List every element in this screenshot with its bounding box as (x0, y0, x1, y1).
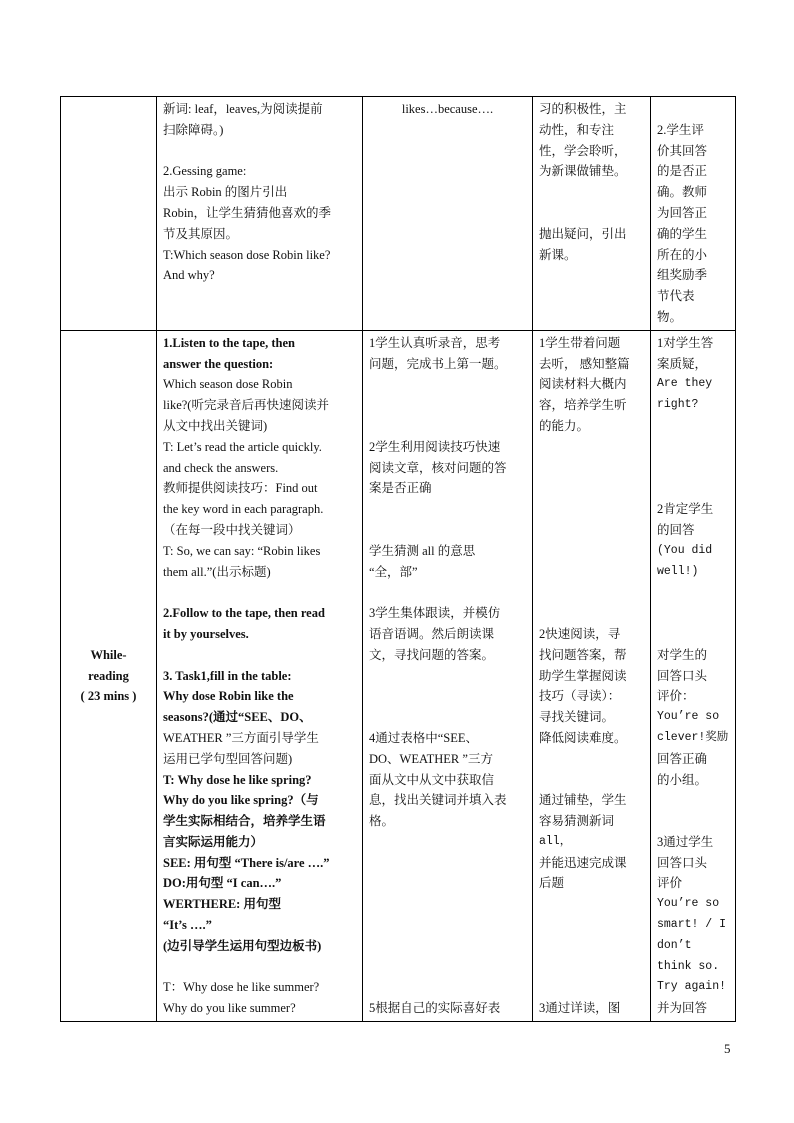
evaluation-line: 回答口头 (657, 668, 708, 683)
content-line: DO:用句型 “I can….” (163, 876, 282, 891)
evaluation-line: 的回答 (657, 522, 695, 537)
evaluation-line (657, 624, 729, 645)
content-line: Why do you like summer? (163, 1001, 296, 1016)
content-line (163, 645, 356, 666)
purpose-line (539, 437, 644, 458)
content-line: like?(听完录音后再快速阅读并 (163, 398, 329, 413)
evaluation-line (657, 478, 729, 499)
purpose-line: 的能力。 (539, 418, 590, 433)
evaluation-line: 节代表 (657, 289, 695, 304)
content-line: T:Which season dose Robin like? (163, 247, 331, 262)
student-line: 息，找出关键词并填入表 (369, 793, 507, 808)
purpose-line: 容易猜测新词 (539, 814, 615, 829)
content-line (163, 957, 356, 978)
purpose-line (539, 499, 644, 520)
evaluation-line (657, 437, 729, 458)
purpose-line (539, 957, 644, 978)
content-line: T: Why dose he like spring? (163, 772, 312, 787)
student-line (369, 957, 526, 978)
evaluation-line (657, 582, 729, 603)
stage-cell (61, 330, 157, 1021)
content-line: seasons?(通过“SEE、DO、 (163, 710, 312, 725)
content-line: 3. Task1,fill in the table: (163, 668, 292, 683)
student-line (369, 894, 526, 915)
lesson-plan-table (60, 96, 736, 1022)
content-line: SEE: 用句型 “There is/are ….” (163, 855, 330, 870)
purpose-line (539, 977, 644, 998)
evaluation-line: 1对学生答 (657, 335, 714, 350)
content-line: 扫除障碍。) (163, 122, 224, 137)
stage-cell-empty (61, 97, 157, 331)
student-line (369, 977, 526, 998)
content-line: T：Why dose he like summer? (163, 980, 320, 995)
content-line: Why do you like spring?（与 (163, 793, 319, 808)
evaluation-line: (You did (657, 543, 713, 557)
evaluation-line: 评价 (657, 876, 683, 891)
content-line (163, 582, 356, 603)
content-line: 2.Gessing game: (163, 164, 247, 179)
evaluation-line: 物。 (657, 309, 683, 324)
purpose-line: 抛出疑问，引出 (539, 226, 627, 241)
teaching-content-cell (157, 330, 363, 1021)
purpose-line: 通过铺垫，学生 (539, 793, 627, 808)
student-line: 文，寻找问题的答案。 (369, 647, 495, 662)
purpose-line (539, 936, 644, 957)
table-row-while-reading (61, 330, 736, 1021)
purpose-line (539, 478, 644, 499)
student-line: 3学生集体跟读，并模仿 (369, 606, 501, 621)
evaluation-line: 组奖励季 (657, 268, 708, 283)
student-line: 4通过表格中“SEE、 (369, 730, 479, 745)
design-purpose-cell (533, 330, 651, 1021)
content-line: answer the question: (163, 356, 274, 371)
student-line: 阅读文章，核对问题的答 (369, 460, 507, 475)
purpose-line (539, 520, 644, 541)
content-line: And why? (163, 268, 215, 283)
student-line: 2学生利用阅读技巧快速 (369, 439, 501, 454)
evaluation-line: 所在的小 (657, 247, 708, 262)
design-purpose-cell (533, 97, 651, 331)
evaluation-cell (651, 330, 736, 1021)
content-line: 学生实际相结合，培养学生语 (163, 814, 326, 829)
purpose-line (539, 541, 644, 562)
student-line (369, 936, 526, 957)
content-line: Robin，让学生猜猜他喜欢的季 (163, 205, 332, 220)
student-activity-cell (363, 330, 533, 1021)
content-line: 出示 Robin 的图片引出 (163, 185, 288, 200)
evaluation-line: 并为回答 (657, 1001, 708, 1016)
evaluation-line: 案质疑， (657, 356, 708, 371)
evaluation-line: 2.学生评 (657, 122, 704, 137)
evaluation-line: well!) (657, 564, 699, 578)
evaluation-line: smart! / I (657, 918, 727, 932)
content-line: Why dose Robin like the (163, 689, 294, 704)
student-line (369, 520, 526, 541)
student-line: “全，部” (369, 564, 418, 579)
evaluation-line: think so. (657, 959, 720, 973)
content-line: （在每一段中找关键词） (163, 522, 301, 537)
evaluation-line: 的小组。 (657, 772, 708, 787)
student-line (369, 707, 526, 728)
purpose-line (539, 915, 644, 936)
content-line: the key word in each paragraph. (163, 502, 324, 517)
student-line (369, 374, 526, 395)
evaluation-line: 评价： (657, 689, 695, 704)
purpose-line: 降低阅读难度。 (539, 730, 627, 745)
evaluation-line: 对学生的 (657, 647, 708, 662)
content-line: T: Let’s read the article quickly. (163, 439, 322, 454)
student-line (369, 666, 526, 687)
purpose-line: 为新课做铺垫。 (539, 164, 627, 179)
purpose-line: 找问题答案，帮 (539, 647, 627, 662)
purpose-line: 去听， 感知整篇 (539, 356, 630, 371)
purpose-line: 助学生掌握阅读 (539, 668, 627, 683)
evaluation-line (657, 416, 729, 437)
evaluation-line: You’re so (657, 710, 720, 724)
content-line: 1.Listen to the tape, then (163, 335, 295, 350)
purpose-line (539, 562, 644, 583)
purpose-line (539, 603, 644, 624)
evaluation-line: 回答正确 (657, 751, 708, 766)
evaluation-line: clever!奖励 (657, 730, 729, 744)
content-line: it by yourselves. (163, 626, 249, 641)
evaluation-line: don’t (657, 938, 692, 952)
purpose-line: 容，培养学生听 (539, 398, 627, 413)
content-line: T: So, we can say: “Robin likes (163, 543, 321, 558)
purpose-line: 后题 (539, 876, 565, 891)
content-line (163, 141, 356, 162)
evaluation-line (657, 603, 729, 624)
stage-time: ( 23 mins ) (80, 689, 137, 704)
evaluation-line: 为回答正 (657, 205, 708, 220)
content-line: and check the answers. (163, 460, 279, 475)
stage-label-line1: While- (90, 647, 127, 662)
student-line (369, 853, 526, 874)
evaluation-line: Try again! (657, 980, 727, 994)
page-number: 5 (724, 1041, 731, 1056)
student-line: 面从文中从文中获取信 (369, 772, 495, 787)
evaluation-line: You’re so (657, 897, 720, 911)
content-line: (边引导学生运用句型边板书) (163, 938, 322, 953)
evaluation-line: right? (657, 398, 699, 412)
student-line: 语音语调。然后朗读课 (369, 626, 495, 641)
purpose-line (539, 582, 644, 603)
evaluation-line: Are they (657, 377, 713, 391)
evaluation-line: 价其回答 (657, 143, 708, 158)
purpose-line: 阅读材料大概内 (539, 377, 627, 392)
content-line: 新词: leaf，leaves,为阅读提前 (163, 102, 323, 116)
content-line: “It’s ….” (163, 918, 212, 933)
student-line: likes…because…. (401, 102, 494, 116)
purpose-line: 性，学会聆听， (539, 143, 627, 158)
content-line: them all.”(出示标题) (163, 564, 271, 579)
evaluation-line (657, 790, 729, 811)
student-line: 5根据自己的实际喜好表 (369, 1001, 501, 1016)
student-line (369, 915, 526, 936)
purpose-line: all， (539, 834, 572, 848)
evaluation-cell (651, 97, 736, 331)
purpose-line (539, 182, 644, 203)
student-line (369, 873, 526, 894)
evaluation-line: 2肯定学生 (657, 502, 714, 517)
student-line: 案是否正确 (369, 481, 432, 496)
purpose-line: 动性，和专注 (539, 122, 615, 137)
purpose-line: 并能迅速完成课 (539, 855, 627, 870)
student-line: DO、WEATHER ”三方 (369, 751, 493, 766)
evaluation-line (657, 99, 729, 120)
teaching-content-cell (157, 97, 363, 331)
evaluation-line: 确。教师 (657, 185, 708, 200)
purpose-line: 技巧（寻读）： (539, 689, 621, 704)
evaluation-line (657, 811, 729, 832)
student-line (369, 582, 526, 603)
student-line (369, 416, 526, 437)
content-line: 从文中找出关键词) (163, 418, 268, 433)
purpose-line: 3通过详读，图 (539, 1001, 621, 1016)
content-line: Which season dose Robin (163, 377, 293, 392)
evaluation-line: 的是否正 (657, 164, 708, 179)
purpose-line (539, 458, 644, 479)
content-line: 教师提供阅读技巧：Find out (163, 481, 318, 496)
purpose-line (539, 749, 644, 770)
student-line (369, 395, 526, 416)
content-line: WERTHERE: 用句型 (163, 897, 281, 912)
purpose-line: 新课。 (539, 247, 577, 262)
purpose-line (539, 770, 644, 791)
stage-label-line2: reading (88, 668, 129, 683)
evaluation-line (657, 458, 729, 479)
purpose-line: 1学生带着问题 (539, 335, 621, 350)
student-activity-cell (363, 97, 533, 331)
purpose-line: 寻找关键词。 (539, 710, 615, 725)
content-line: 言实际运用能力） (163, 834, 264, 849)
student-line: 问题，完成书上第一题。 (369, 356, 507, 371)
purpose-line: 2快速阅读，寻 (539, 626, 621, 641)
student-line (369, 499, 526, 520)
content-line: 2.Follow to the tape, then read (163, 606, 325, 621)
student-line: 格。 (369, 814, 395, 829)
purpose-line (539, 203, 644, 224)
student-line: 学生猜测 all 的意思 (369, 543, 476, 558)
content-line: 节及其原因。 (163, 226, 239, 241)
evaluation-line: 确的学生 (657, 226, 708, 241)
table-row-warmup (61, 97, 736, 331)
student-line (369, 686, 526, 707)
evaluation-line: 3通过学生 (657, 834, 714, 849)
content-line: 运用已学句型回答问题) (163, 751, 293, 766)
purpose-line: 习的积极性，主 (539, 102, 627, 116)
purpose-line (539, 894, 644, 915)
student-line: 1学生认真听录音，思考 (369, 335, 501, 350)
content-line: WEATHER ”三方面引导学生 (163, 730, 319, 745)
student-line (369, 832, 526, 853)
evaluation-line: 回答口头 (657, 855, 708, 870)
